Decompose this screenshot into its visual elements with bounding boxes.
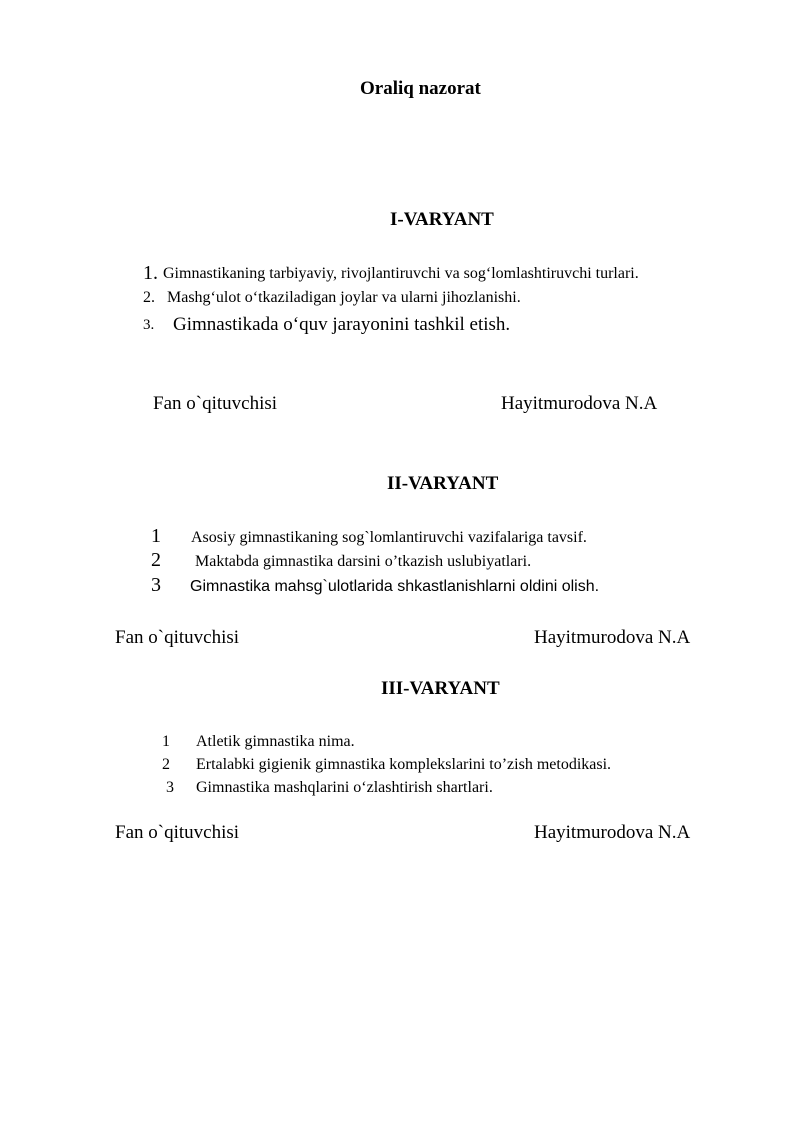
question-text: Gimnastika mahsg`ulotlarida shkastlanishlarni oldini olish. bbox=[190, 578, 600, 595]
question-text: Gimnastikaning tarbiyaviy, rivojlantiruvchi va sog‘lomlashtiruvchi turlari. bbox=[163, 265, 639, 282]
question-text: Maktabda gimnastika darsini o’tkazish uslubiyatlari. bbox=[195, 553, 532, 570]
question-text: Asosiy gimnastikaning sog`lomlantiruvchi vazifalariga tavsif. bbox=[191, 529, 587, 546]
question-text: Gimnastikada o‘quv jarayonini tashkil etish. bbox=[173, 314, 511, 335]
question-number: 3 bbox=[151, 574, 161, 596]
question-text: Ertalabki gigienik gimnastika komplekslarini to’zish metodikasi. bbox=[196, 756, 612, 773]
question-number: 2 bbox=[151, 549, 161, 571]
question-number: 1 bbox=[151, 525, 161, 547]
question-number: 1 bbox=[162, 733, 170, 750]
question-number: 3. bbox=[143, 317, 155, 333]
signature-name: Hayitmurodova N.A bbox=[534, 627, 691, 648]
page-title: Oraliq nazorat bbox=[360, 78, 481, 99]
variant-heading-3: III-VARYANT bbox=[381, 678, 500, 699]
question-text: Mashg‘ulot o‘tkaziladigan joylar va ularni jihozlanishi. bbox=[167, 289, 521, 306]
variant-heading-2: II-VARYANT bbox=[387, 473, 499, 494]
signature-name: Hayitmurodova N.A bbox=[534, 822, 691, 843]
signature-role: Fan o`qituvchisi bbox=[115, 822, 240, 843]
signature-role: Fan o`qituvchisi bbox=[115, 627, 240, 648]
question-number: 1. bbox=[143, 262, 158, 284]
question-text: Gimnastika mashqlarini o‘zlashtirish shartlari. bbox=[196, 779, 493, 796]
signature-role: Fan o`qituvchisi bbox=[153, 393, 278, 414]
question-number: 3 bbox=[166, 779, 174, 796]
variant-heading-1: I-VARYANT bbox=[390, 209, 494, 230]
signature-name: Hayitmurodova N.A bbox=[501, 393, 658, 414]
question-number: 2. bbox=[143, 289, 155, 306]
question-text: Atletik gimnastika nima. bbox=[196, 733, 355, 750]
question-number: 2 bbox=[162, 756, 170, 773]
